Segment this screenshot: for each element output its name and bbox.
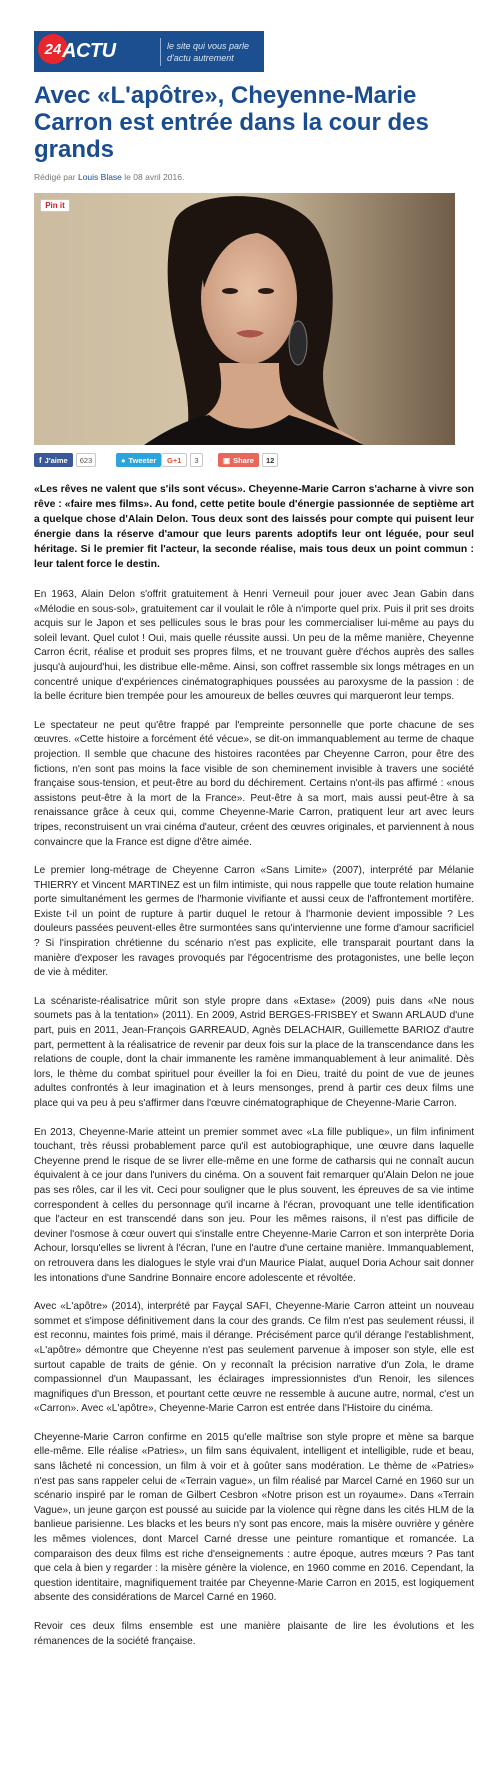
paragraph: En 2013, Cheyenne-Marie atteint un premier sommet avec «La fille publique», un film infiniment touchant, très réussi probablement parce qu'il est autobiographique, une œuvre dans laquelle Cheyenne prend le risque de se livrer elle-même en une forme de catharsis qui ne connaît aucun équivalent à ce jour dans l'univers du cinéma. On a souvent fait remarquer qu'Alain Delon ne joue pas ses rôles, car il les vit. Ceci pour souligner que le plus souvent, les épreuves de sa vie intime correspondent à celles du personnage qu'il incarne à l'écran, provoquant une telle identification que l'acteur en est transcendé dans son jeu. Pour les mêmes raisons, il n'est pas difficile de deviner l'osmose à cœur ouvert qui s'installe entre Cheyenne-Marie Carron et son interprète Doria Achour, lorsqu'elles se livrent à l'écran, l'une en l'autre d'une certaine manière. Immanquablement, on retrouvera dans les dialogues le style vrai d'un Maurice Pialat, auquel Doria Achour sait donner les intonations d'une Sandrine Bonnaire encore adolescente et révoltée. [34, 1126, 474, 1284]
like-label: J'aime [44, 455, 68, 465]
logo-number: 24 [38, 34, 68, 64]
article-title: Avec «L'apôtre», Cheyenne-Marie Carron est entrée dans la cour des grands [34, 82, 429, 163]
byline-date: le 08 avril 2016. [124, 172, 185, 182]
paragraph: En 1963, Alain Delon s'offrit gratuitement à Henri Verneuil pour jouer avec Jean Gabin dans «Mélodie en sous-sol», gratuitement car il voulait le rôle à n'importe quel prix. Puis il prit ses droits acquis sur le Japon et ses pellicules sous le bras pour les commercialiser lui-même au pays du soleil levant. Quel culot ! Oui, mais quelle réussite aussi. Un peu de la même manière, Cheyenne Carron écrit, réalise et produit ses propres films, et ne trouvant guère d'échos auprès des salles jusqu'à aujourd'hui, les distribue elle-même. Ainsi, son coffret rassemble six longs métrages en un concentré unique d'expériences cinématographiques poussées au paroxysme de la passion : de la belle écriture bien trempée pour les amoureux de belles œuvres qui marqueront leur temps. [34, 589, 474, 703]
paragraph: Le spectateur ne peut qu'être frappé par l'empreinte personnelle que porte chacune de ses œuvres. «Cette histoire a forcément été vécue», se dit-on immanquablement au terme de chaque projection. Il semble que chacune des histoires racontées par Cheyenne Carron, pour être des fictions, n'en sont pas moins la face visible de son cheminement invisible à travers une société française sous-tension, et peut-être au bord du déchirement. Certains n'ont-ils pas affirmé : «nous assistons peut-être à la mort de la France». Peut-être à sa mort, mais aussi peut-être à sa renaissance grâce à ceux qui, comme Cheyenne-Marie Carron, pratiquent leur art avec leurs tripes, reconstruisent un vrai cinéma d'auteur, créent des œuvres originales, et parviennent à nous convaincre que la France est digne d'être aimée. [34, 719, 474, 848]
facebook-like-group [34, 453, 96, 467]
share-count: 12 [262, 453, 278, 467]
pin-it-button[interactable]: Pin it [40, 199, 70, 212]
paragraph: Revoir ces deux films ensemble est une manière plaisante de lire les évolutions et les rémanences de la société française. [34, 1621, 474, 1647]
paragraph: La scénariste-réalisatrice mûrit son style propre dans «Extase» (2009) puis dans «Ne nous soumets pas à la tentation» (2011). En 2009, Astrid BERGES-FRISBEY et Swann ARLAUD d'une part, puis en 2011, Jean-François GARREAUD, Agnès DELACHAIR, Guillemette BARIOZ d'autre part, permettent à la réalisatrice de revenir par deux fois sur la place de la transcendance dans les relations de couple, dont la chair immanente les ramène immanquablement à leur animalité. Dès lors, le thème du combat spirituel pour éveiller la foi en Dieu, traité du point de vue de jeunes adultes confrontés à leur imagination et à leurs mensonges, prend à partir ces deux films une place qui va peu à peu s'affirmer dans l'œuvre cinématographique de Cheyenne-Marie Carron. [34, 995, 474, 1109]
tagline-line-1: le site qui vous parle [167, 40, 250, 51]
twitter-icon: ● [121, 455, 126, 465]
tagline-line-2: d'actu autrement [167, 52, 234, 63]
gplus-count: 3 [190, 453, 202, 467]
article-photo [34, 193, 455, 445]
tweet-button[interactable] [116, 453, 161, 467]
like-count: 623 [76, 453, 97, 467]
byline [34, 172, 184, 182]
paragraph: Le premier long-métrage de Cheyenne Carron «Sans Limite» (2007), interprété par Mélanie THIERRY et Vincent MARTINEZ est un film intimiste, qui nous rappelle que toute relation humaine porte simultanément les germes de l'harmonie vivifiante et aussi ceux de l'affrontement mortifère. Existe t-il un point de rupture à partir duquel le retour à l'harmonie devient impossible ? Les douleurs passées peuvent-elles être surmontées sans qu'intervienne une forme d'amour sacrificiel ? Si l'inspiration chrétienne du scénario n'est pas explicite, elle transparait pourtant dans la manière d'exposer les ravages provoqués par l'égocentrisme des protagonistes, une belle leçon de vie à méditer. [34, 865, 474, 979]
author-link[interactable]: Louis Blase [77, 172, 122, 182]
facebook-like-button[interactable] [34, 453, 73, 467]
byline-prefix: Rédigé par [34, 172, 76, 182]
paragraph: Cheyenne-Marie Carron confirme en 2015 qu'elle maîtrise son style propre et mène sa barque elle-même. Elle réalise «Patries», un film sans équivalent, intelligent et intelligible, rude et beau, sans lâcheté ni concession, un film à voir et à goûter sans modération. Le thème de «Patries» n'est pas sans rappeler celui de «Terrain vague», un film réalisé par Marcel Carné en 1960 sur un scénario inspiré par le roman de Gilbert Cesbron «Notre prison est un royaume». Dans «Terrain Vague», un jeune garçon est poussé au suicide par la violence qui règne dans les cités HLM de la banlieue parisienne. Les blacks et les beurs n'y sont pas encore, mais la misère ouvrière y génère les mêmes violences, dont Marcel Carné dresse une peinture romantique et romancée. La comparaison des deux films est riche d'enseignements : autre époque, autres mœurs ? Pas tant que cela à bien y regarder : la misère génère la violence, en 1960 comme en 2016. Cependant, la question identitaire, magnifiquement traitée par Cheyenne-Marie Carron en 2015, est logiquement absente des considérations de Marcel Carné en 1960. [34, 1431, 474, 1604]
article-lead: «Les rêves ne valent que s'ils sont vécus». Cheyenne-Marie Carron s'acharne à vivre son rêve : «faire mes films». Au fond, cette petite boule d'énergie passionnée de septième art a quelque chose d'Alain Delon. Tous deux sont des laissés pour compte qui puisent leur énergie dans la réserve d'amour que leurs parents adoptifs leur ont léguée, pour seul héritage. Si le premier fit l'acteur, la seconde réalise, mais tous deux un point commun : leur talent force le destin. [34, 484, 474, 570]
share-button[interactable] [218, 453, 259, 467]
logo-name: ACTU [62, 40, 116, 62]
paragraph: Avec «L'apôtre» (2014), interprété par Fayçal SAFI, Cheyenne-Marie Carron atteint un nouveau sommet et s'impose définitivement dans la cour des grands. Ce film n'est pas seulement réussi, il est reconnu, maintes fois primé, mais il dérange. Précisément parce qu'il dérange l'establishment, «L'apôtre» démontre que Cheyenne n'est pas seulement parvenue à imposer son style, elle est surtout capable de traits de génie. On y reconnaît la précision narrative d'un Zola, le drame compassionnel d'un Maupassant, les éclairages impressionnistes d'un Renoir, les silences magnifiques d'un Bresson, et pourtant cette œuvre ne ressemble à aucune autre, normal, c'est un «Carron». Avec «L'apôtre», Cheyenne-Marie Carron est entrée dans l'Histoire du cinéma. [34, 1301, 474, 1415]
logo-tagline [167, 40, 249, 64]
twitter-group [116, 453, 161, 467]
tweet-label: Tweeter [128, 455, 157, 465]
share-label: Share [233, 455, 254, 465]
gplus-group [161, 453, 203, 467]
facebook-icon: f [39, 455, 42, 465]
share-icon: ▣ [223, 455, 231, 465]
logo-divider [160, 38, 161, 66]
share-group [218, 453, 278, 467]
google-plus-button[interactable]: G+1 [161, 453, 187, 467]
portrait-image [34, 193, 455, 445]
site-logo[interactable] [34, 31, 264, 72]
article-body [34, 482, 474, 1663]
logo-mark [34, 31, 122, 72]
